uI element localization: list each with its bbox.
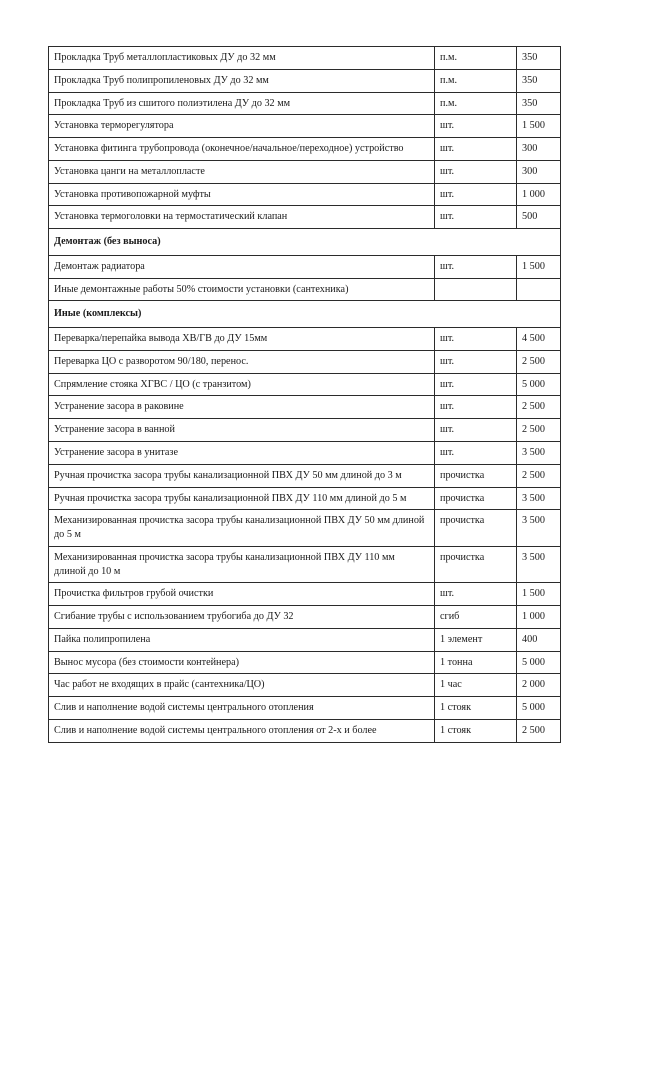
unit-cell: п.м.: [435, 47, 517, 70]
section-row: [49, 301, 561, 328]
service-name-cell: Ручная прочистка засора трубы канализационной ПВХ ДУ 50 мм длиной до 3 м: [49, 464, 435, 487]
unit-cell: шт.: [435, 255, 517, 278]
price-cell: 3 500: [517, 487, 561, 510]
unit-cell: 1 час: [435, 674, 517, 697]
unit-cell: [435, 278, 517, 301]
table-row: [49, 160, 561, 183]
price-cell: 500: [517, 206, 561, 229]
price-cell: 1 500: [517, 255, 561, 278]
table-row: [49, 719, 561, 742]
unit-cell: шт.: [435, 160, 517, 183]
service-name-cell: Прокладка Труб из сшитого полиэтилена ДУ до 32 мм: [49, 92, 435, 115]
unit-cell: шт.: [435, 206, 517, 229]
service-name-cell: Переварка/перепайка вывода ХВ/ГВ до ДУ 15мм: [49, 328, 435, 351]
table-row: [49, 396, 561, 419]
price-cell: 1 500: [517, 115, 561, 138]
table-row: [49, 115, 561, 138]
unit-cell: п.м.: [435, 69, 517, 92]
price-cell: 3 500: [517, 546, 561, 583]
price-cell: 2 000: [517, 674, 561, 697]
price-cell: 3 500: [517, 510, 561, 547]
unit-cell: шт.: [435, 183, 517, 206]
service-name-cell: Механизированная прочистка засора трубы канализационной ПВХ ДУ 110 мм длиной до 10 м: [49, 546, 435, 583]
section-title: Иные (комплексы): [49, 301, 561, 328]
service-name-cell: Слив и наполнение водой системы центрального отопления: [49, 697, 435, 720]
unit-cell: 1 стояк: [435, 719, 517, 742]
service-name-cell: Устранение засора в раковине: [49, 396, 435, 419]
price-cell: 2 500: [517, 350, 561, 373]
price-table-body: [49, 47, 561, 743]
service-name-cell: Иные демонтажные работы 50% стоимости установки (сантехника): [49, 278, 435, 301]
unit-cell: прочистка: [435, 487, 517, 510]
service-name-cell: Устранение засора в унитазе: [49, 442, 435, 465]
price-cell: 5 000: [517, 651, 561, 674]
price-cell: 400: [517, 628, 561, 651]
price-cell: 350: [517, 69, 561, 92]
table-row: [49, 464, 561, 487]
price-cell: 1 000: [517, 606, 561, 629]
table-row: [49, 183, 561, 206]
unit-cell: прочистка: [435, 464, 517, 487]
service-name-cell: Час работ не входящих в прайс (сантехника/ЦО): [49, 674, 435, 697]
unit-cell: сгиб: [435, 606, 517, 629]
price-cell: 300: [517, 138, 561, 161]
table-row: [49, 487, 561, 510]
table-row: [49, 510, 561, 547]
unit-cell: п.м.: [435, 92, 517, 115]
service-name-cell: Установка цанги на металлопласте: [49, 160, 435, 183]
service-name-cell: Установка терморегулятора: [49, 115, 435, 138]
price-cell: 5 000: [517, 373, 561, 396]
service-name-cell: Демонтаж радиатора: [49, 255, 435, 278]
price-cell: 2 500: [517, 419, 561, 442]
table-row: [49, 674, 561, 697]
unit-cell: прочистка: [435, 546, 517, 583]
table-row: [49, 628, 561, 651]
unit-cell: шт.: [435, 419, 517, 442]
price-cell: 4 500: [517, 328, 561, 351]
table-row: [49, 373, 561, 396]
price-cell: 2 500: [517, 396, 561, 419]
unit-cell: прочистка: [435, 510, 517, 547]
service-name-cell: Устранение засора в ванной: [49, 419, 435, 442]
unit-cell: 1 стояк: [435, 697, 517, 720]
price-cell: 350: [517, 92, 561, 115]
service-name-cell: Установка фитинга трубопровода (оконечное/начальное/переходное) устройство: [49, 138, 435, 161]
price-cell: 2 500: [517, 719, 561, 742]
service-name-cell: Слив и наполнение водой системы центрального отопления от 2-х и более: [49, 719, 435, 742]
table-row: [49, 442, 561, 465]
service-name-cell: Механизированная прочистка засора трубы канализационной ПВХ ДУ 50 мм длиной до 5 м: [49, 510, 435, 547]
price-cell: 3 500: [517, 442, 561, 465]
unit-cell: шт.: [435, 350, 517, 373]
service-name-cell: Сгибание трубы с использованием трубогиба до ДУ 32: [49, 606, 435, 629]
unit-cell: шт.: [435, 328, 517, 351]
service-name-cell: Переварка ЦО с разворотом 90/180, перенос.: [49, 350, 435, 373]
unit-cell: 1 элемент: [435, 628, 517, 651]
section-row: [49, 229, 561, 256]
price-cell: 300: [517, 160, 561, 183]
table-row: [49, 69, 561, 92]
table-row: [49, 419, 561, 442]
service-name-cell: Установка термоголовки на термостатический клапан: [49, 206, 435, 229]
unit-cell: шт.: [435, 115, 517, 138]
price-cell: 5 000: [517, 697, 561, 720]
unit-cell: шт.: [435, 583, 517, 606]
service-name-cell: Прокладка Труб металлопластиковых ДУ до 32 мм: [49, 47, 435, 70]
table-row: [49, 350, 561, 373]
unit-cell: шт.: [435, 138, 517, 161]
service-name-cell: Ручная прочистка засора трубы канализационной ПВХ ДУ 110 мм длиной до 5 м: [49, 487, 435, 510]
service-name-cell: Прокладка Труб полипропиленовых ДУ до 32 мм: [49, 69, 435, 92]
table-row: [49, 583, 561, 606]
service-name-cell: Спрямление стояка ХГВС / ЦО (с транзитом): [49, 373, 435, 396]
table-row: [49, 697, 561, 720]
table-row: [49, 138, 561, 161]
unit-cell: шт.: [435, 373, 517, 396]
service-name-cell: Пайка полипропилена: [49, 628, 435, 651]
table-row: [49, 278, 561, 301]
price-cell: 350: [517, 47, 561, 70]
price-table: [48, 46, 561, 743]
price-cell: 2 500: [517, 464, 561, 487]
table-row: [49, 546, 561, 583]
table-row: [49, 206, 561, 229]
table-row: [49, 328, 561, 351]
table-row: [49, 606, 561, 629]
unit-cell: шт.: [435, 396, 517, 419]
table-row: [49, 47, 561, 70]
price-list-page: [48, 46, 560, 743]
service-name-cell: Вынос мусора (без стоимости контейнера): [49, 651, 435, 674]
price-cell: 1 500: [517, 583, 561, 606]
table-row: [49, 255, 561, 278]
unit-cell: шт.: [435, 442, 517, 465]
table-row: [49, 651, 561, 674]
price-cell: 1 000: [517, 183, 561, 206]
unit-cell: 1 тонна: [435, 651, 517, 674]
price-cell: [517, 278, 561, 301]
service-name-cell: Установка противопожарной муфты: [49, 183, 435, 206]
section-title: Демонтаж (без выноса): [49, 229, 561, 256]
service-name-cell: Прочистка фильтров грубой очистки: [49, 583, 435, 606]
table-row: [49, 92, 561, 115]
